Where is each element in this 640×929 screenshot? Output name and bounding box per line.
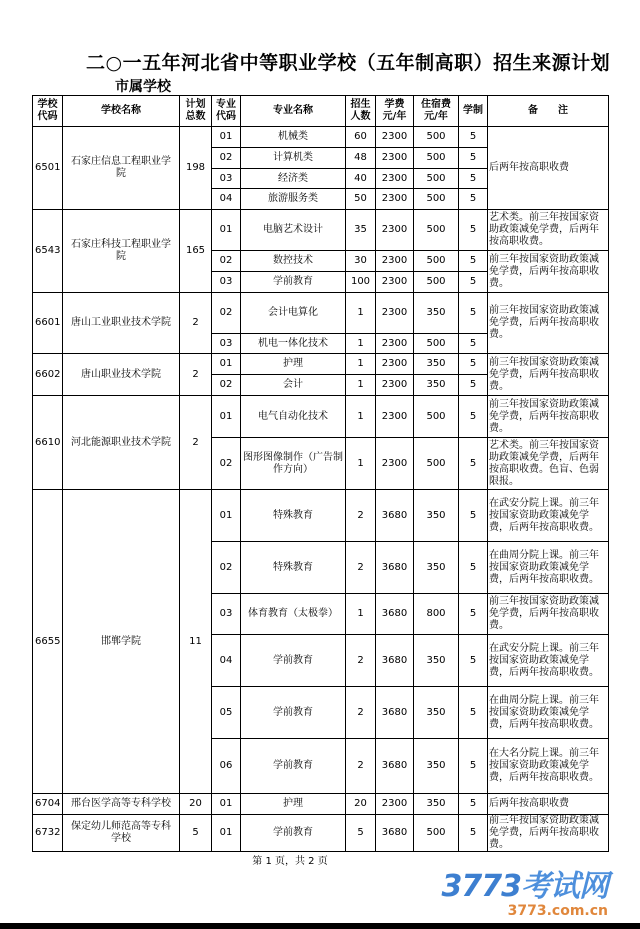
- major-name: 电脑艺术设计: [241, 210, 346, 251]
- plan-total: 11: [180, 490, 212, 794]
- tuition: 3680: [376, 815, 414, 852]
- tuition: 3680: [376, 542, 414, 594]
- major-name: 经济类: [241, 169, 346, 189]
- duration: 5: [459, 635, 488, 687]
- table-row: [33, 815, 609, 852]
- header-major-name: 专业名称: [241, 96, 346, 127]
- duration: 5: [459, 189, 488, 210]
- major-code: 02: [212, 251, 241, 272]
- dorm-fee: 500: [414, 438, 459, 490]
- dorm-fee: 350: [414, 490, 459, 542]
- header-major-code: 专业代码: [212, 96, 241, 127]
- major-name: 学前教育: [241, 272, 346, 293]
- dorm-fee: 500: [414, 189, 459, 210]
- major-code: 02: [212, 293, 241, 334]
- major-code: 01: [212, 815, 241, 852]
- school-code: 6732: [33, 815, 63, 852]
- dorm-fee: 500: [414, 169, 459, 189]
- header-remarks: 备 注: [488, 96, 609, 127]
- major-name: 特殊教育: [241, 542, 346, 594]
- header-plan-total: 计划总数: [180, 96, 212, 127]
- table-row: [33, 127, 609, 148]
- enroll-count: 1: [346, 438, 376, 490]
- major-code: 02: [212, 375, 241, 396]
- plan-total: 20: [180, 794, 212, 815]
- tuition: 2300: [376, 148, 414, 169]
- enroll-count: 5: [346, 815, 376, 852]
- duration: 5: [459, 396, 488, 438]
- plan-total: 2: [180, 396, 212, 490]
- enroll-count: 2: [346, 490, 376, 542]
- duration: 5: [459, 334, 488, 354]
- major-name: 护理: [241, 794, 346, 815]
- tuition: 2300: [376, 334, 414, 354]
- school-code: 6602: [33, 354, 63, 396]
- major-code: 01: [212, 354, 241, 375]
- remark: 前三年按国家资助政策减免学费，后两年按高职收费。: [488, 815, 609, 852]
- duration: 5: [459, 354, 488, 375]
- enroll-count: 1: [346, 334, 376, 354]
- major-code: 03: [212, 594, 241, 635]
- table-row: [33, 293, 609, 334]
- duration: 5: [459, 210, 488, 251]
- major-name: 电气自动化技术: [241, 396, 346, 438]
- enroll-count: 2: [346, 687, 376, 739]
- school-code: 6501: [33, 127, 63, 210]
- enroll-count: 1: [346, 375, 376, 396]
- remark: 在曲周分院上课。前三年按国家资助政策减免学费，后两年按高职收费。: [488, 542, 609, 594]
- major-code: 03: [212, 334, 241, 354]
- duration: 5: [459, 794, 488, 815]
- remark: 艺术类。前三年按国家资助政策减免学费，后两年按高职收费。: [488, 210, 609, 251]
- school-name: 石家庄信息工程职业学院: [63, 127, 180, 210]
- enroll-count: 48: [346, 148, 376, 169]
- enroll-count: 2: [346, 635, 376, 687]
- major-code: 02: [212, 148, 241, 169]
- duration: 5: [459, 687, 488, 739]
- section-subtitle: 市属学校: [115, 79, 171, 95]
- dorm-fee: 350: [414, 687, 459, 739]
- table-row: [33, 210, 609, 251]
- duration: 5: [459, 148, 488, 169]
- major-code: 04: [212, 189, 241, 210]
- header-school-name: 学校名称: [63, 96, 180, 127]
- remark: 在大名分院上课。前三年按国家资助政策减免学费，后两年按高职收费。: [488, 739, 609, 794]
- remark: 前三年按国家资助政策减免学费，后两年按高职收费。: [488, 396, 609, 438]
- tuition: 2300: [376, 794, 414, 815]
- bottom-border: [0, 923, 640, 929]
- major-name: 会计: [241, 375, 346, 396]
- dorm-fee: 500: [414, 127, 459, 148]
- dorm-fee: 350: [414, 375, 459, 396]
- school-name: 邢台医学高等专科学校: [63, 794, 180, 815]
- dorm-fee: 350: [414, 635, 459, 687]
- major-code: 02: [212, 542, 241, 594]
- school-code: 6543: [33, 210, 63, 293]
- plan-total: 2: [180, 293, 212, 354]
- enroll-count: 1: [346, 293, 376, 334]
- tuition: 2300: [376, 210, 414, 251]
- duration: 5: [459, 542, 488, 594]
- major-name: 特殊教育: [241, 490, 346, 542]
- duration: 5: [459, 739, 488, 794]
- major-name: 学前教育: [241, 739, 346, 794]
- enroll-count: 35: [346, 210, 376, 251]
- duration: 5: [459, 127, 488, 148]
- tuition: 3680: [376, 687, 414, 739]
- tuition: 2300: [376, 189, 414, 210]
- page-content: [32, 95, 608, 929]
- major-name: 旅游服务类: [241, 189, 346, 210]
- plan-total: 198: [180, 127, 212, 210]
- major-name: 机械类: [241, 127, 346, 148]
- major-code: 05: [212, 687, 241, 739]
- major-code: 01: [212, 127, 241, 148]
- dorm-fee: 350: [414, 293, 459, 334]
- school-name: 保定幼儿师范高等专科学校: [63, 815, 180, 852]
- major-name: 护理: [241, 354, 346, 375]
- dorm-fee: 800: [414, 594, 459, 635]
- table-header-row: [33, 96, 609, 127]
- school-name: 邯郸学院: [63, 490, 180, 794]
- enroll-count: 1: [346, 396, 376, 438]
- dorm-fee: 500: [414, 334, 459, 354]
- tuition: 2300: [376, 375, 414, 396]
- enroll-count: 30: [346, 251, 376, 272]
- plan-total: 165: [180, 210, 212, 293]
- remark: 前三年按国家资助政策减免学费，后两年按高职收费。: [488, 354, 609, 396]
- dorm-fee: 350: [414, 542, 459, 594]
- dorm-fee: 500: [414, 210, 459, 251]
- school-code: 6601: [33, 293, 63, 354]
- duration: 5: [459, 490, 488, 542]
- tuition: 2300: [376, 438, 414, 490]
- tuition: 3680: [376, 739, 414, 794]
- major-name: 机电一体化技术: [241, 334, 346, 354]
- major-code: 01: [212, 396, 241, 438]
- major-code: 03: [212, 272, 241, 293]
- school-code: 6610: [33, 396, 63, 490]
- dorm-fee: 350: [414, 354, 459, 375]
- enroll-count: 2: [346, 739, 376, 794]
- major-code: 01: [212, 794, 241, 815]
- major-code: 03: [212, 169, 241, 189]
- duration: 5: [459, 594, 488, 635]
- duration: 5: [459, 169, 488, 189]
- major-name: 学前教育: [241, 687, 346, 739]
- major-code: 06: [212, 739, 241, 794]
- major-name: 计算机类: [241, 148, 346, 169]
- duration: 5: [459, 375, 488, 396]
- major-name: 图形图像制作（广告制作方向）: [241, 438, 346, 490]
- tuition: 2300: [376, 396, 414, 438]
- remark: 在武安分院上课。前三年按国家资助政策减免学费，后两年按高职收费。: [488, 490, 609, 542]
- dorm-fee: 350: [414, 739, 459, 794]
- school-name: 石家庄科技工程职业学院: [63, 210, 180, 293]
- remark: 后两年按高职收费: [488, 794, 609, 815]
- remark: 艺术类。前三年按国家资助政策减免学费，后两年按高职收费。色盲、色弱限报。: [488, 438, 609, 490]
- table-row: [33, 794, 609, 815]
- tuition: 3680: [376, 594, 414, 635]
- duration: 5: [459, 251, 488, 272]
- table-row: [33, 396, 609, 438]
- remark: 在武安分院上课。前三年按国家资助政策减免学费，后两年按高职收费。: [488, 635, 609, 687]
- remark: 在曲周分院上课。前三年按国家资助政策减免学费，后两年按高职收费。: [488, 687, 609, 739]
- enroll-count: 1: [346, 594, 376, 635]
- header-school-code: 学校代码: [33, 96, 63, 127]
- duration: 5: [459, 293, 488, 334]
- dorm-fee: 500: [414, 251, 459, 272]
- tuition: 2300: [376, 272, 414, 293]
- tuition: 3680: [376, 490, 414, 542]
- enroll-count: 40: [346, 169, 376, 189]
- tuition: 3680: [376, 635, 414, 687]
- remark: 前三年按国家资助政策减免学费，后两年按高职收费。: [488, 594, 609, 635]
- plan-total: 5: [180, 815, 212, 852]
- enroll-count: 60: [346, 127, 376, 148]
- tuition: 2300: [376, 127, 414, 148]
- major-name: 学前教育: [241, 635, 346, 687]
- school-code: 6704: [33, 794, 63, 815]
- school-name: 唐山工业职业技术学院: [63, 293, 180, 354]
- school-name: 唐山职业技术学院: [63, 354, 180, 396]
- header-enroll-count: 招生人数: [346, 96, 376, 127]
- enroll-count: 20: [346, 794, 376, 815]
- tuition: 2300: [376, 293, 414, 334]
- header-dorm-fee: 住宿费元/年: [414, 96, 459, 127]
- dorm-fee: 500: [414, 815, 459, 852]
- remark: 后两年按高职收费: [488, 127, 609, 210]
- dorm-fee: 500: [414, 272, 459, 293]
- duration: 5: [459, 272, 488, 293]
- page-footer: 第 1 页，共 2 页: [252, 856, 328, 867]
- page-title: 二○一五年河北省中等职业学校（五年制高职）招生来源计划: [86, 52, 611, 74]
- dorm-fee: 500: [414, 148, 459, 169]
- tuition: 2300: [376, 169, 414, 189]
- major-name: 数控技术: [241, 251, 346, 272]
- major-name: 体育教育（太极拳）: [241, 594, 346, 635]
- remark: 前三年按国家资助政策减免学费，后两年按高职收费。: [488, 293, 609, 354]
- enroll-count: 2: [346, 542, 376, 594]
- plan-total: 2: [180, 354, 212, 396]
- school-code: 6655: [33, 490, 63, 794]
- dorm-fee: 500: [414, 396, 459, 438]
- major-name: 会计电算化: [241, 293, 346, 334]
- header-duration: 学制: [459, 96, 488, 127]
- school-name: 河北能源职业技术学院: [63, 396, 180, 490]
- major-code: 02: [212, 438, 241, 490]
- watermark-logo: 3773考试网 3773.com.cn: [441, 869, 608, 919]
- duration: 5: [459, 815, 488, 852]
- enrollment-table: [32, 95, 609, 852]
- header-tuition: 学费元/年: [376, 96, 414, 127]
- remark: 前三年按国家资助政策减免学费，后两年按高职收费。: [488, 251, 609, 293]
- major-code: 01: [212, 210, 241, 251]
- tuition: 2300: [376, 251, 414, 272]
- enroll-count: 1: [346, 354, 376, 375]
- tuition: 2300: [376, 354, 414, 375]
- major-name: 学前教育: [241, 815, 346, 852]
- enroll-count: 100: [346, 272, 376, 293]
- table-row: [33, 354, 609, 375]
- major-code: 01: [212, 490, 241, 542]
- table-row: [33, 490, 609, 542]
- dorm-fee: 350: [414, 794, 459, 815]
- major-code: 04: [212, 635, 241, 687]
- enroll-count: 50: [346, 189, 376, 210]
- duration: 5: [459, 438, 488, 490]
